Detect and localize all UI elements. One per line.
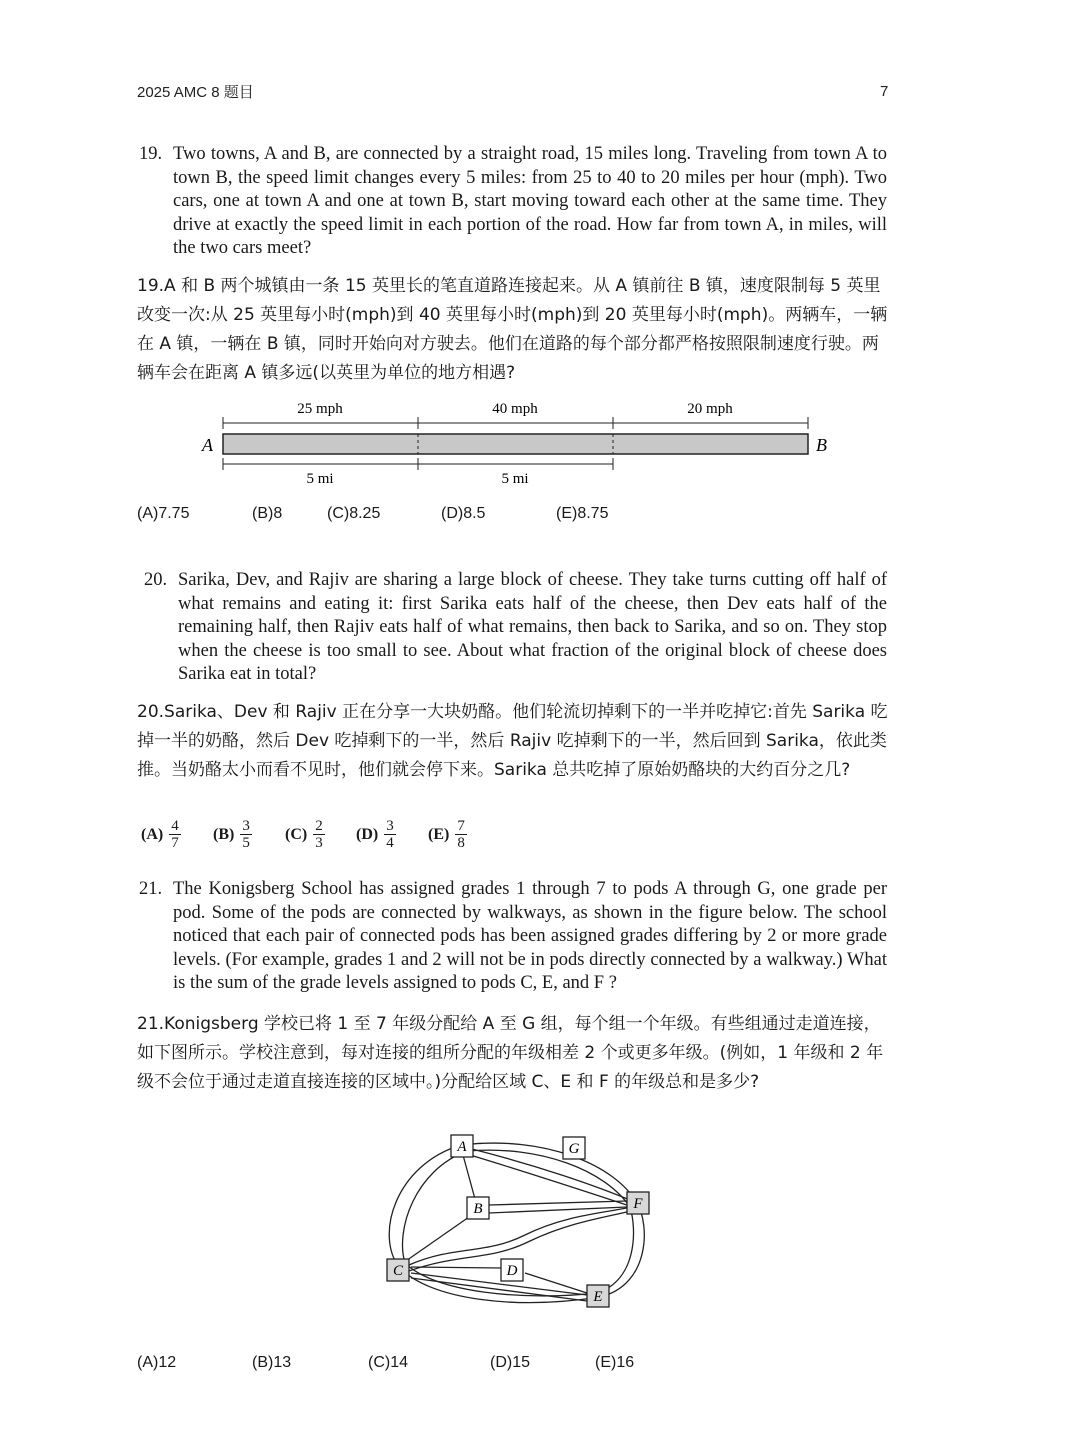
q21-choice-e: (E)16 — [595, 1354, 635, 1371]
svg-text:C: C — [392, 1263, 404, 1279]
q20-english-text: Sarika, Dev, and Rajiv are sharing a large block of cheese. They take turns cutting off half of what remains and eating it: first Sarika eats half of the cheese, then Dev eats half of the remaining half, then Rajiv eats half of what remains, then back to Sarika, and so on. They stop when the cheese is too small to see. About what fraction of the original block of cheese does Sarika eat in total? — [178, 570, 887, 684]
q20-choice-d: (D) $\frac{3}{4}$ — [356, 818, 394, 851]
q20-chinese: 20.Sarika、Dev 和 Rajiv 正在分享一大块奶酪。他们轮流切掉剩下的一半并吃掉它:首先 Sarika 吃掉一半的奶酪，然后 Dev 吃掉剩下的一半，然后 Rajiv 吃掉剩下的一半，然后回到 Sarika，依此类推。当奶酪太小而看不见时，他们就会停下来。Sarika 总共吃掉了原始奶酪块的大约百分之几? — [137, 702, 888, 780]
q19-chinese: 19.A 和 B 两个城镇由一条 15 英里长的笔直道路连接起来。从 A 镇前往 B 镇，速度限制每 5 英里改变一次:从 25 英里每小时(mph)到 40 英里每小时(mph)到 20 英里每小时(mph)。两辆车，一辆在 A 镇，一辆在 B 镇，同时开始向对方驶去。他们在道路的每个部分都严格按照限制速度行驶。两辆车会在距离 A 镇多远(以英里为单位的地方相遇? — [137, 276, 888, 383]
pod-b — [467, 1197, 489, 1219]
q19-road-figure — [190, 390, 850, 490]
q19-english-text: Two towns, A and B, are connected by a straight road, 15 miles long. Traveling from town A to town B, the speed limit changes every 5 miles: from 25 to 40 to 20 miles per hour (mph). Two cars, one at town A and one at town B, start moving toward each other at the same time. They drive at exactly the speed limit in each portion of the road. How far from town A, in miles, will the two cars meet? — [173, 144, 887, 258]
q19-choice-d: (D)8.5 — [441, 505, 486, 522]
page-number: 7 — [880, 83, 889, 100]
q20-choice-a: (A) $\frac{4}{7}$ — [141, 818, 179, 851]
svg-text:G: G — [568, 1141, 580, 1157]
q19-choice-e: (E)8.75 — [556, 505, 609, 522]
q20-number: 20. — [144, 570, 168, 590]
pod-e — [587, 1285, 609, 1307]
svg-text:F: F — [633, 1196, 643, 1212]
q19-number: 19. — [139, 144, 163, 164]
speed-label-2: 40 mph — [492, 401, 538, 417]
q21-number: 21. — [139, 879, 163, 899]
q21-english-text: The Konigsberg School has assigned grades 1 through 7 to pods A through G, one grade per pod. Some of the pods are connected by walkways, as shown in the figure below. The school noticed that each pair of connected pods has been assigned grades differing by 2 or more grade levels. (For example, grades 1 and 2 will not be in pods directly connected by a walkway.) What is the sum of the grade levels assigned to pods C, E, and F ? — [173, 879, 887, 993]
q21-choice-b: (B)13 — [252, 1354, 292, 1371]
pod-d — [501, 1259, 523, 1281]
town-a-label: A — [202, 435, 213, 455]
distance-label-2: 5 mi — [501, 471, 529, 487]
town-b-label: B — [816, 435, 827, 455]
q19-choice-c: (C)8.25 — [327, 505, 381, 522]
q21-choice-a: (A)12 — [137, 1354, 177, 1371]
pod-f — [627, 1192, 649, 1214]
q20-english — [144, 569, 887, 687]
q21-choice-d: (D)15 — [490, 1354, 531, 1371]
pod-g — [563, 1137, 585, 1159]
distance-label-1: 5 mi — [306, 471, 334, 487]
q21-pod-graph — [375, 1125, 655, 1325]
speed-label-3: 20 mph — [687, 401, 733, 417]
q21-choice-c: (C)14 — [368, 1354, 409, 1371]
pod-a — [451, 1135, 473, 1157]
svg-text:E: E — [593, 1289, 603, 1305]
pod-c — [387, 1259, 409, 1281]
q21-english — [139, 878, 887, 996]
q20-choice-b: (B) $\frac{3}{5}$ — [213, 818, 250, 851]
road-bar — [223, 434, 808, 454]
speed-label-1: 25 mph — [297, 401, 343, 417]
q21-chinese: 21.Konigsberg 学校已将 1 至 7 年级分配给 A 至 G 组，每个组一个年级。有些组通过走道连接，如下图所示。学校注意到，每对连接的组所分配的年级相差 2 个或更多年级。(例如，1 年级和 2 年级不会位于通过走道直接连接的区域中。)分配给区域 C、E 和 F 的年级总和是多少? — [137, 1014, 884, 1092]
header-title: 2025 AMC 8 题目 — [137, 84, 254, 101]
svg-text:B: B — [473, 1201, 483, 1217]
svg-text:D: D — [506, 1263, 518, 1279]
svg-text:A: A — [457, 1139, 467, 1155]
q20-choice-c: (C) $\frac{2}{3}$ — [285, 818, 323, 851]
q19-english — [139, 143, 887, 261]
q19-choice-b: (B)8 — [252, 505, 283, 522]
q19-choice-a: (A)7.75 — [137, 505, 190, 522]
q20-choice-e: (E) $\frac{7}{8}$ — [428, 818, 465, 851]
